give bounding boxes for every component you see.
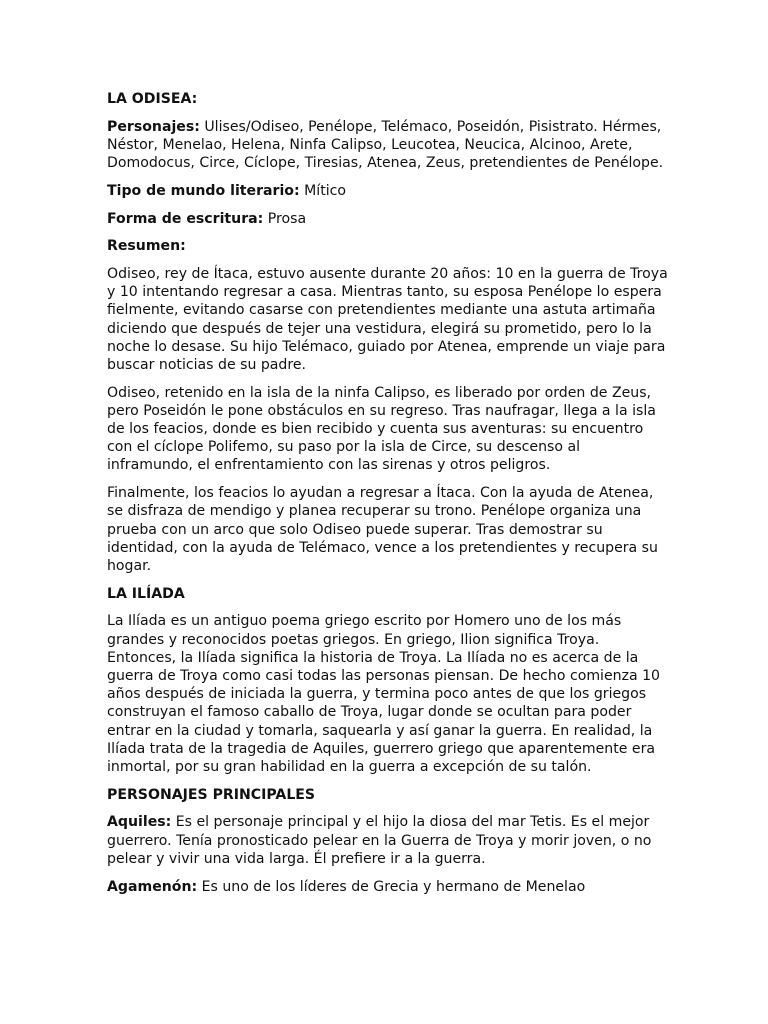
mundo-literario-paragraph [107,182,668,200]
forma-escritura-label: Forma de escritura: [107,210,264,227]
forma-escritura-paragraph [107,210,668,228]
iliada-paragraph: La Ilíada es un antiguo poema griego escrito por Homero uno de los más grandes y reconocidos poetas griegos. En griego, Ilion significa Troya. Entonces, la Ilíada significa la historia de Troya. La Ilíada no es acerca de la guerra de Troya como casi todas las personas piensan. De hecho comienza 10 años después de iniciada la guerra, y termina poco antes de que los griegos construyan el famoso caballo de Troya, lugar donde se ocultan para poder entrar en la ciudad y tomarla, saquearla y así ganar la guerra. En realidad, la Ilíada trata de la tragedia de Aquiles, guerrero griego que aparentemente era inmortal, por su gran habilidad en la guerra a excepción de su talón. [107,613,661,775]
resumen-label: Resumen: [107,238,186,255]
agamenon-text: Es uno de los líderes de Grecia y hermano de Menelao [197,878,586,895]
aquiles-label: Aquiles: [107,814,172,831]
resumen-paragraph-3: Finalmente, los feacios lo ayudan a regresar a Ítaca. Con la ayuda de Atenea, se disfraza de mendigo y planea recuperar su trono. Penélope organiza una prueba con un arco que solo Odiseo puede superar. Tras demostrar su identidad, con la ayuda de Telémaco, vence a los pretendientes y recupera su hogar. [107,485,658,574]
resumen-paragraph-2: Odiseo, retenido en la isla de la ninfa Calipso, es liberado por orden de Zeus, pero Poseidón le pone obstáculos en su regreso. Tras naufragar, llega a la isla de los feacios, donde es bien recibido y cuenta sus aventuras: su encuentro con el cíclope Polifemo, su paso por la isla de Circe, su descenso al inframundo, el enfrentamiento con las sirenas y otros peligros. [107,384,656,474]
agamenon-paragraph [107,878,668,896]
personajes-principales-title: PERSONAJES PRINCIPALES [107,786,316,803]
personajes-label: Personajes: [107,118,200,135]
agamenon-label: Agamenón: [107,878,198,895]
aquiles-paragraph [107,813,668,868]
forma-escritura-text: Prosa [263,210,307,227]
personajes-paragraph [107,118,668,173]
mundo-literario-label: Tipo de mundo literario: [107,182,300,199]
resumen-paragraph-1: Odiseo, rey de Ítaca, estuvo ausente durante 20 años: 10 en la guerra de Troya y 10 intentando regresar a casa. Mientras tanto, su esposa Penélope lo espera fielmente, evitando casarse con pretendientes mediante una astuta artimaña diciendo que después de tejer una vestidura, elegirá su prometido, pero lo la noche lo desase. Su hijo Telémaco, guiado por Atenea, emprende un viaje para buscar noticias de su padre. [107,265,668,373]
aquiles-text: Es el personaje principal y el hijo la diosa del mar Tetis. Es el mejor guerrero. Tenía pronosticado pelear en la Guerra de Troya y morir joven, o no pelear y vivir una vida larga. Él prefiere ir a la guerra. [107,814,652,867]
odisea-title: LA ODISEA: [107,91,198,107]
iliada-title: LA ILÍADA [107,585,185,602]
personajes-text: Ulises/Odiseo, Penélope, Telémaco, Poseidón, Pisistrato. Hérmes, Néstor, Menelao, Helena, Ninfa Calipso, Leucotea, Neucica, Alcinoo, Arete, Domodocus, Circe, Cíclope, Tiresias, Atenea, Zeus, pretendientes de Penélope. [107,118,664,172]
mundo-literario-text: Mítico [299,182,347,199]
